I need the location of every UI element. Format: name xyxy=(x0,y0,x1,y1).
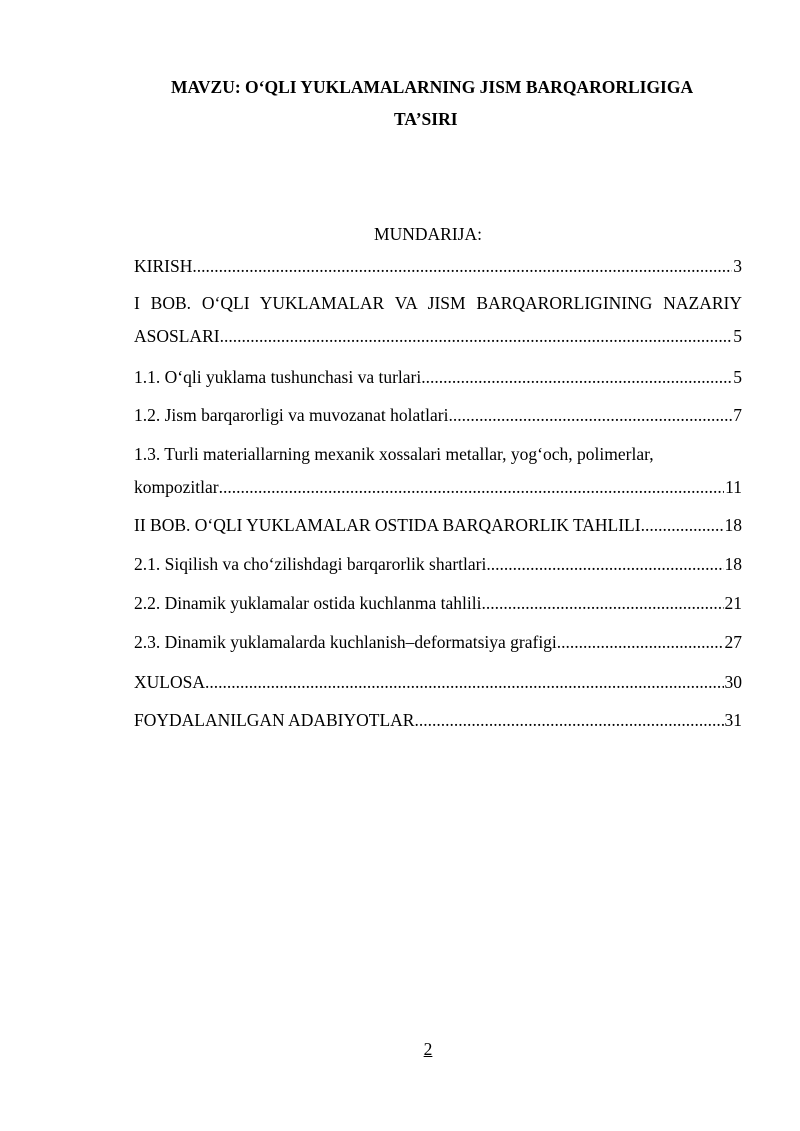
toc-dot-leader xyxy=(205,674,724,692)
toc-entry-title: ASOSLARI xyxy=(134,328,220,346)
toc-dot-leader xyxy=(220,328,733,346)
toc-entry-title: 2.2. Dinamik yuklamalar ostida kuchlanma tahlili xyxy=(134,595,482,613)
toc-entry-title: KIRISH xyxy=(134,258,193,276)
toc-dot-leader xyxy=(414,712,723,730)
toc-dot-leader xyxy=(486,556,723,574)
toc-entry-page: 3 xyxy=(733,258,742,276)
toc-entry-title: 1.2. Jism barqarorligi va muvozanat holatlari xyxy=(134,407,449,425)
toc-entry-bob1-line1[interactable]: I BOB. O‘QLI YUKLAMALAR VA JISM BARQARORLIGINING NAZARIY xyxy=(134,293,742,313)
toc-entry-1-3[interactable] xyxy=(134,479,742,497)
toc-entry-title: 2.3. Dinamik yuklamalarda kuchlanish–deformatsiya grafigi xyxy=(134,634,557,652)
toc-entry-1-2[interactable] xyxy=(134,407,742,425)
document-title-line-2: TA’SIRI xyxy=(394,109,458,129)
toc-entry-page: 18 xyxy=(724,517,742,535)
toc-entry-page: 11 xyxy=(725,479,742,497)
table-of-contents-heading: MUNDARIJA: xyxy=(374,224,482,244)
toc-dot-leader xyxy=(557,634,724,652)
toc-entry-2-3[interactable] xyxy=(134,634,742,652)
toc-dot-leader xyxy=(421,369,732,387)
toc-dot-leader xyxy=(448,407,732,425)
toc-entry-page: 30 xyxy=(724,674,742,692)
page-number: 2 xyxy=(423,1039,433,1059)
toc-entry-title: FOYDALANILGAN ADABIYOTLAR xyxy=(134,712,415,730)
toc-entry-title: kompozitlar xyxy=(134,479,219,497)
toc-entry-page: 18 xyxy=(724,556,742,574)
toc-entry-page: 7 xyxy=(733,407,742,425)
toc-entry-1-1[interactable] xyxy=(134,369,742,387)
toc-entry-2-1[interactable] xyxy=(134,556,742,574)
toc-entry-title: II BOB. O‘QLI YUKLAMALAR OSTIDA BARQARORLIK TAHLILI xyxy=(134,517,641,535)
toc-dot-leader xyxy=(192,258,732,276)
toc-entry-title: 2.1. Siqilish va cho‘zilishdagi barqarorlik shartlari xyxy=(134,556,487,574)
toc-entry-title: 1.1. O‘qli yuklama tushunchasi va turlari xyxy=(134,369,422,387)
document-title-line-1: MAVZU: O‘QLI YUKLAMALARNING JISM BARQARORLIGIGA xyxy=(171,77,694,97)
toc-entry-kirish[interactable] xyxy=(134,258,742,276)
toc-entry-adabiyotlar[interactable] xyxy=(134,712,742,730)
toc-entry-bob1[interactable] xyxy=(134,328,742,346)
toc-dot-leader xyxy=(641,517,724,535)
toc-entry-2-2[interactable] xyxy=(134,595,742,613)
toc-entry-title: XULOSA xyxy=(134,674,205,692)
toc-entry-bob2[interactable] xyxy=(134,517,742,535)
toc-entry-page: 5 xyxy=(733,369,742,387)
toc-entry-1-3-line1[interactable]: 1.3. Turli materiallarning mexanik xossalari metallar, yog‘och, polimerlar, xyxy=(134,444,654,464)
toc-entry-page: 27 xyxy=(724,634,742,652)
toc-entry-page: 21 xyxy=(724,595,742,613)
toc-entry-page: 31 xyxy=(724,712,742,730)
toc-dot-leader xyxy=(219,479,725,497)
toc-entry-page: 5 xyxy=(733,328,742,346)
toc-entry-xulosa[interactable] xyxy=(134,674,742,692)
toc-dot-leader xyxy=(482,595,724,613)
